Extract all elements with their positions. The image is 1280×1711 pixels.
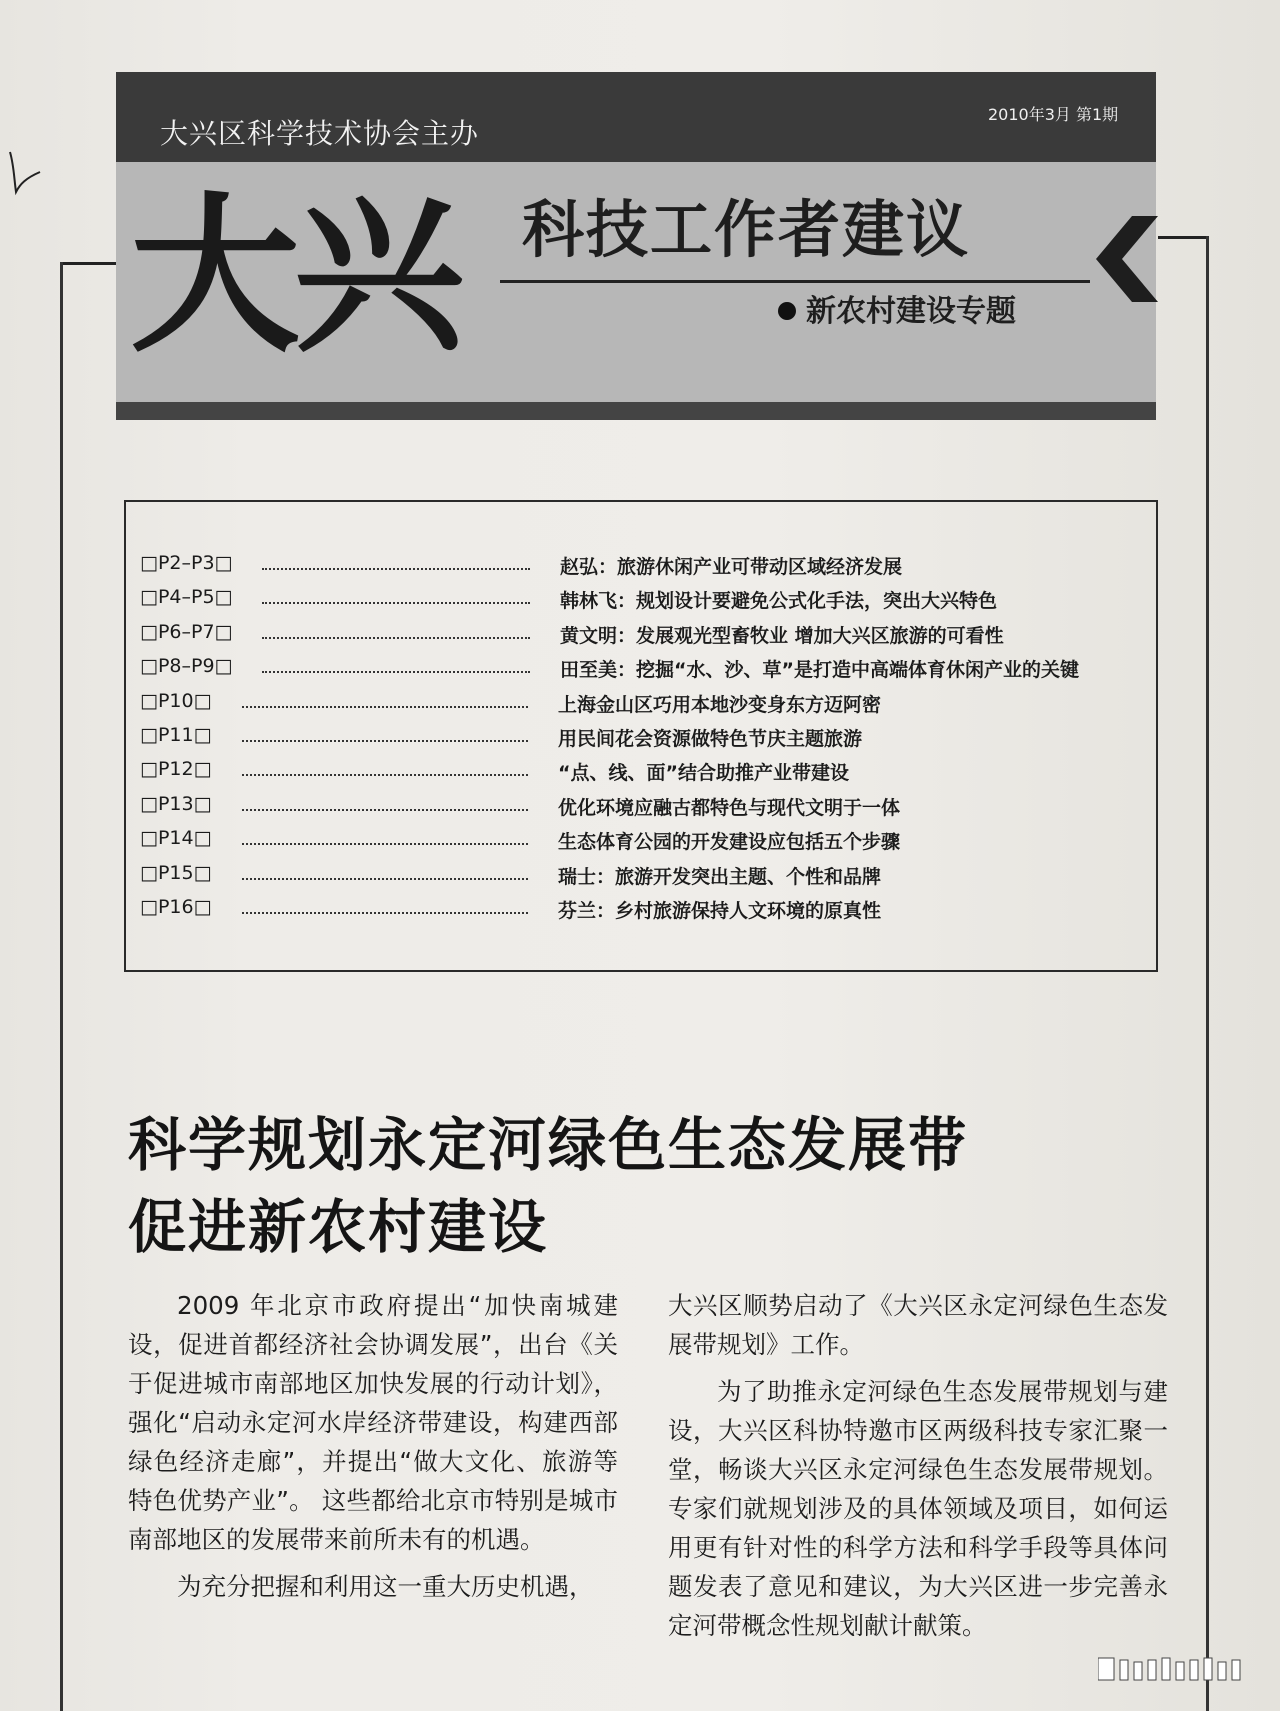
- toc-entry-title: 用民间花会资源做特色节庆主题旅游: [558, 728, 863, 750]
- toc-entry-title: 优化环境应融古都特色与现代文明于一体: [558, 796, 901, 819]
- frame-rule-right: [1158, 236, 1208, 239]
- toc-leader-dots: [242, 843, 528, 845]
- article-column-left: [128, 1286, 618, 1614]
- chevron-left-icon: [1092, 216, 1158, 302]
- toc-row: [140, 793, 1140, 823]
- toc-page-number: □P11□: [140, 724, 212, 746]
- toc-entry-title: 韩林飞：规划设计要避免公式化手法，突出大兴特色: [560, 590, 998, 613]
- toc-page-number: □P13□: [140, 792, 212, 815]
- toc-page-number: □P4–P5□: [140, 586, 233, 609]
- toc-row: [140, 552, 1140, 582]
- toc-leader-dots: [262, 568, 530, 570]
- bullet-icon: [778, 302, 796, 320]
- toc-entry-title: 上海金山区巧用本地沙变身东方迈阿密: [558, 693, 882, 716]
- toc-row: [140, 724, 1140, 754]
- toc-entry-title: 田至美：挖掘“水、沙、草”是打造中高端体育休闲产业的关键: [560, 659, 1079, 682]
- masthead-subtitle: 科技工作者建议: [522, 193, 971, 266]
- toc-page-number: □P12□: [140, 758, 212, 781]
- toc-entry-title: 黄文明：发展观光型畜牧业 增加大兴区旅游的可看性: [560, 624, 1004, 647]
- topic-label: 新农村建设专题: [806, 294, 1016, 329]
- article-paragraph: 为了助推永定河绿色生态发展带规划与建设，大兴区科协特邀市区两级科技专家汇聚一堂，畅谈大兴区永定河绿色生态发展带规划。专家们就规划涉及的具体领域及项目，如何运用更有针对性的科学方法和科学手段等具体问题发表了意见和建议，为大兴区进一步完善永定河带概念性规划献计献策。: [668, 1377, 1168, 1640]
- toc-entry-title: 瑞士：旅游开发突出主题、个性和品牌: [558, 865, 882, 888]
- toc-row: [140, 896, 1140, 926]
- masthead-big-title: 大兴: [130, 176, 459, 376]
- toc-page-number: □P16□: [140, 896, 212, 918]
- toc-leader-dots: [242, 878, 528, 880]
- issue-date: 2010年3月 第1期: [988, 105, 1119, 124]
- toc-leader-dots: [242, 912, 528, 914]
- toc-row: [140, 690, 1140, 720]
- toc-leader-dots: [242, 774, 528, 776]
- toc-page-number: □P2–P3□: [140, 552, 233, 574]
- article-paragraph: 大兴区顺势启动了《大兴区永定河绿色生态发展带规划》工作。: [668, 1291, 1168, 1359]
- frame-vertical-right: [1206, 236, 1209, 1711]
- article-paragraph: 为充分把握和利用这一重大历史机遇，: [177, 1572, 594, 1601]
- toc-entry-title: “点、线、面”结合助推产业带建设: [558, 762, 849, 785]
- table-of-contents: [124, 500, 1158, 972]
- article-column-right: [668, 1286, 1168, 1653]
- toc-page-number: □P10□: [140, 689, 212, 712]
- toc-page-number: □P8–P9□: [140, 655, 233, 678]
- article-headline-line1: 科学规划永定河绿色生态发展带: [128, 1111, 969, 1179]
- toc-entry-title: 赵弘：旅游休闲产业可带动区域经济发展: [560, 556, 903, 578]
- toc-page-number: □P14□: [140, 827, 212, 850]
- article-headline-line2: 促进新农村建设: [128, 1193, 549, 1261]
- toc-row: [140, 827, 1140, 857]
- pen-mark: [6, 148, 46, 208]
- toc-page-number: □P6–P7□: [140, 620, 233, 643]
- subtitle-rule: [500, 280, 1090, 283]
- toc-row: [140, 862, 1140, 892]
- toc-leader-dots: [262, 671, 530, 673]
- article-paragraph: 2009 年北京市政府提出“加快南城建设，促进首都经济社会协调发展”，出台《关于促进城市南部地区加快发展的行动计划》，强化“启动永定河水岸经济带建设，构建西部绿色经济走廊”，并提出“做大文化、旅游等特色优势产业”。 这些都给北京市特别是城市南部地区的发展带来前所未有的机遇。: [128, 1291, 618, 1554]
- toc-row: [140, 621, 1140, 651]
- toc-leader-dots: [262, 602, 530, 604]
- toc-entry-title: 芬兰：乡村旅游保持人文环境的原真性: [558, 900, 882, 922]
- frame-rule-left: [60, 262, 116, 265]
- toc-leader-dots: [262, 637, 530, 639]
- toc-row: [140, 586, 1140, 616]
- organizer-label: 大兴区科学技术协会主办: [160, 117, 480, 150]
- frame-vertical-left: [60, 262, 63, 1711]
- toc-row: [140, 758, 1140, 788]
- toc-page-number: □P15□: [140, 861, 212, 884]
- toc-leader-dots: [242, 740, 528, 742]
- toc-row: [140, 655, 1140, 685]
- toc-leader-dots: [242, 706, 528, 708]
- toc-leader-dots: [242, 809, 528, 811]
- watermark-bars-icon: [1098, 1656, 1252, 1682]
- toc-entry-title: 生态体育公园的开发建设应包括五个步骤: [558, 831, 901, 854]
